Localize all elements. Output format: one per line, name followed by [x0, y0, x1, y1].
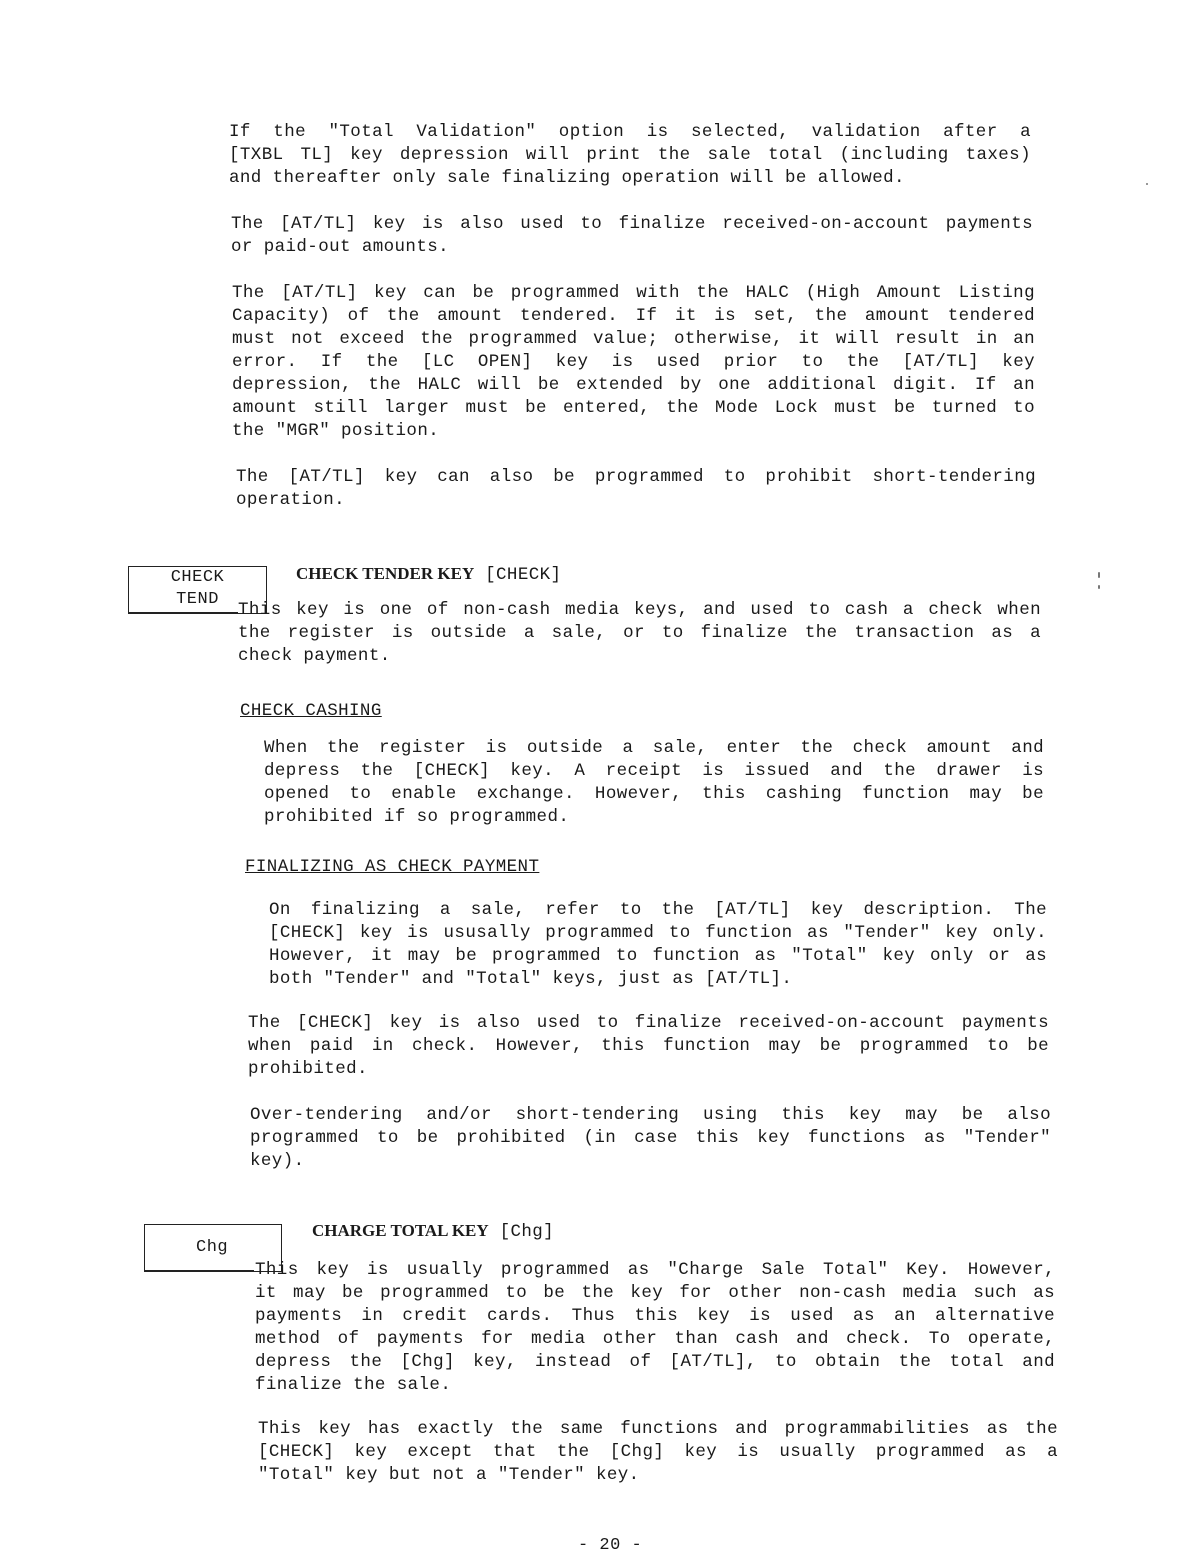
- text-line: check payment.: [238, 646, 391, 666]
- charge-total-functions-paragraph: [258, 1418, 1058, 1487]
- text-line: method of payments for media other than cash and check. To operate,: [255, 1329, 1055, 1349]
- check-tender-key-title: [296, 564, 561, 585]
- scan-speck: [1098, 585, 1100, 589]
- check-cashing-paragraph: [264, 737, 1044, 829]
- text-line: prohibited if so programmed.: [264, 807, 570, 827]
- text-line: When the register is outside a sale, enter the check amount and: [264, 738, 1044, 758]
- text-line: Over-tendering and/or short-tendering using this key may be also: [250, 1105, 1051, 1125]
- charge-total-title-text: CHARGE TOTAL KEY: [312, 1221, 489, 1240]
- text-line: [TXBL TL] key depression will print the sale total (including taxes): [229, 145, 1031, 165]
- text-line: depress the [Chg] key, instead of [AT/TL], to obtain the total and: [255, 1352, 1055, 1372]
- text-line: However, it may be programmed to function as "Total" key only or as: [269, 946, 1047, 966]
- text-line: the register is outside a sale, or to finalize the transaction as a: [238, 623, 1041, 643]
- check-over-tendering-paragraph: [250, 1104, 1051, 1173]
- text-line: depression, the HALC will be extended by one additional digit. If an: [232, 375, 1035, 395]
- finalizing-as-check-payment-paragraph: [269, 899, 1047, 991]
- text-line: finalize the sale.: [255, 1375, 452, 1395]
- text-line: The [AT/TL] key can be programmed with the HALC (High Amount Listing: [232, 283, 1035, 303]
- check-tend-box-line1: CHECK: [170, 568, 225, 587]
- text-line: must not exceed the programmed value; otherwise, it will result in an: [232, 329, 1035, 349]
- text-line: If the "Total Validation" option is selected, validation after a: [229, 122, 1031, 142]
- check-tend-box-underline: [128, 612, 238, 613]
- text-line: This key has exactly the same functions and programmabilities as the: [258, 1419, 1058, 1439]
- check-tend-box-line2: TEND: [176, 590, 219, 609]
- text-line: This key is usually programmed as "Charge Sale Total" Key. However,: [255, 1260, 1055, 1280]
- scan-speck: [1146, 183, 1148, 185]
- text-line: it may be programmed to be the key for other non-cash media such as: [255, 1283, 1055, 1303]
- text-line: The [CHECK] key is also used to finalize received-on-account payments: [248, 1013, 1049, 1033]
- text-line: the "MGR" position.: [232, 421, 440, 441]
- text-line: prohibited.: [248, 1059, 368, 1079]
- text-line: amount still larger must be entered, the Mode Lock must be turned to: [232, 398, 1035, 418]
- charge-total-key-title: [312, 1221, 554, 1242]
- text-line: operation.: [236, 490, 346, 510]
- text-line: error. If the [LC OPEN] key is used prior to the [AT/TL] key: [232, 352, 1035, 372]
- text-line: when paid in check. However, this function may be programmed to be: [248, 1036, 1049, 1056]
- text-line: "Total" key but not a "Tender" key.: [258, 1465, 640, 1485]
- chg-box-label: Chg: [196, 1238, 229, 1257]
- scan-speck: [1098, 572, 1100, 578]
- check-tender-title-key: [CHECK]: [485, 565, 562, 585]
- charge-total-description-paragraph: [255, 1259, 1055, 1397]
- finalizing-as-check-payment-heading: FINALIZING AS CHECK PAYMENT: [245, 857, 540, 877]
- text-line: On finalizing a sale, refer to the [AT/TL] key description. The: [269, 900, 1047, 920]
- text-line: both "Tender" and "Total" keys, just as [AT/TL].: [269, 969, 793, 989]
- total-validation-paragraph: [229, 121, 1031, 190]
- attl-received-on-account-paragraph: [231, 213, 1033, 259]
- text-line: depress the [CHECK] key. A receipt is issued and the drawer is: [264, 761, 1044, 781]
- text-line: opened to enable exchange. However, this cashing function may be: [264, 784, 1044, 804]
- text-line: The [AT/TL] key is also used to finalize received-on-account payments: [231, 214, 1033, 234]
- page-number: - 20 -: [578, 1536, 643, 1555]
- text-line: payments in credit cards. Thus this key is used as an alternative: [255, 1306, 1055, 1326]
- attl-short-tendering-paragraph: [236, 466, 1036, 512]
- text-line: or paid-out amounts.: [231, 237, 450, 257]
- text-line: and thereafter only sale finalizing operation will be allowed.: [229, 168, 905, 188]
- attl-halc-paragraph: [232, 282, 1035, 443]
- charge-total-title-key: [Chg]: [499, 1222, 555, 1242]
- chg-box-underline: [144, 1270, 254, 1271]
- text-line: This key is one of non-cash media keys, and used to cash a check when: [238, 600, 1041, 620]
- text-line: [CHECK] key except that the [Chg] key is usually programmed as a: [258, 1442, 1058, 1462]
- check-tender-description-paragraph: [238, 599, 1041, 668]
- text-line: [CHECK] key is ususally programmed to function as "Tender" key only.: [269, 923, 1047, 943]
- check-received-on-account-paragraph: [248, 1012, 1049, 1081]
- text-line: key).: [250, 1151, 305, 1171]
- check-tender-title-text: CHECK TENDER KEY: [296, 564, 475, 583]
- text-line: The [AT/TL] key can also be programmed to prohibit short-tendering: [236, 467, 1036, 487]
- text-line: programmed to be prohibited (in case this key functions as "Tender": [250, 1128, 1051, 1148]
- check-cashing-heading: CHECK CASHING: [240, 701, 382, 721]
- text-line: Capacity) of the amount tendered. If it is set, the amount tendered: [232, 306, 1035, 326]
